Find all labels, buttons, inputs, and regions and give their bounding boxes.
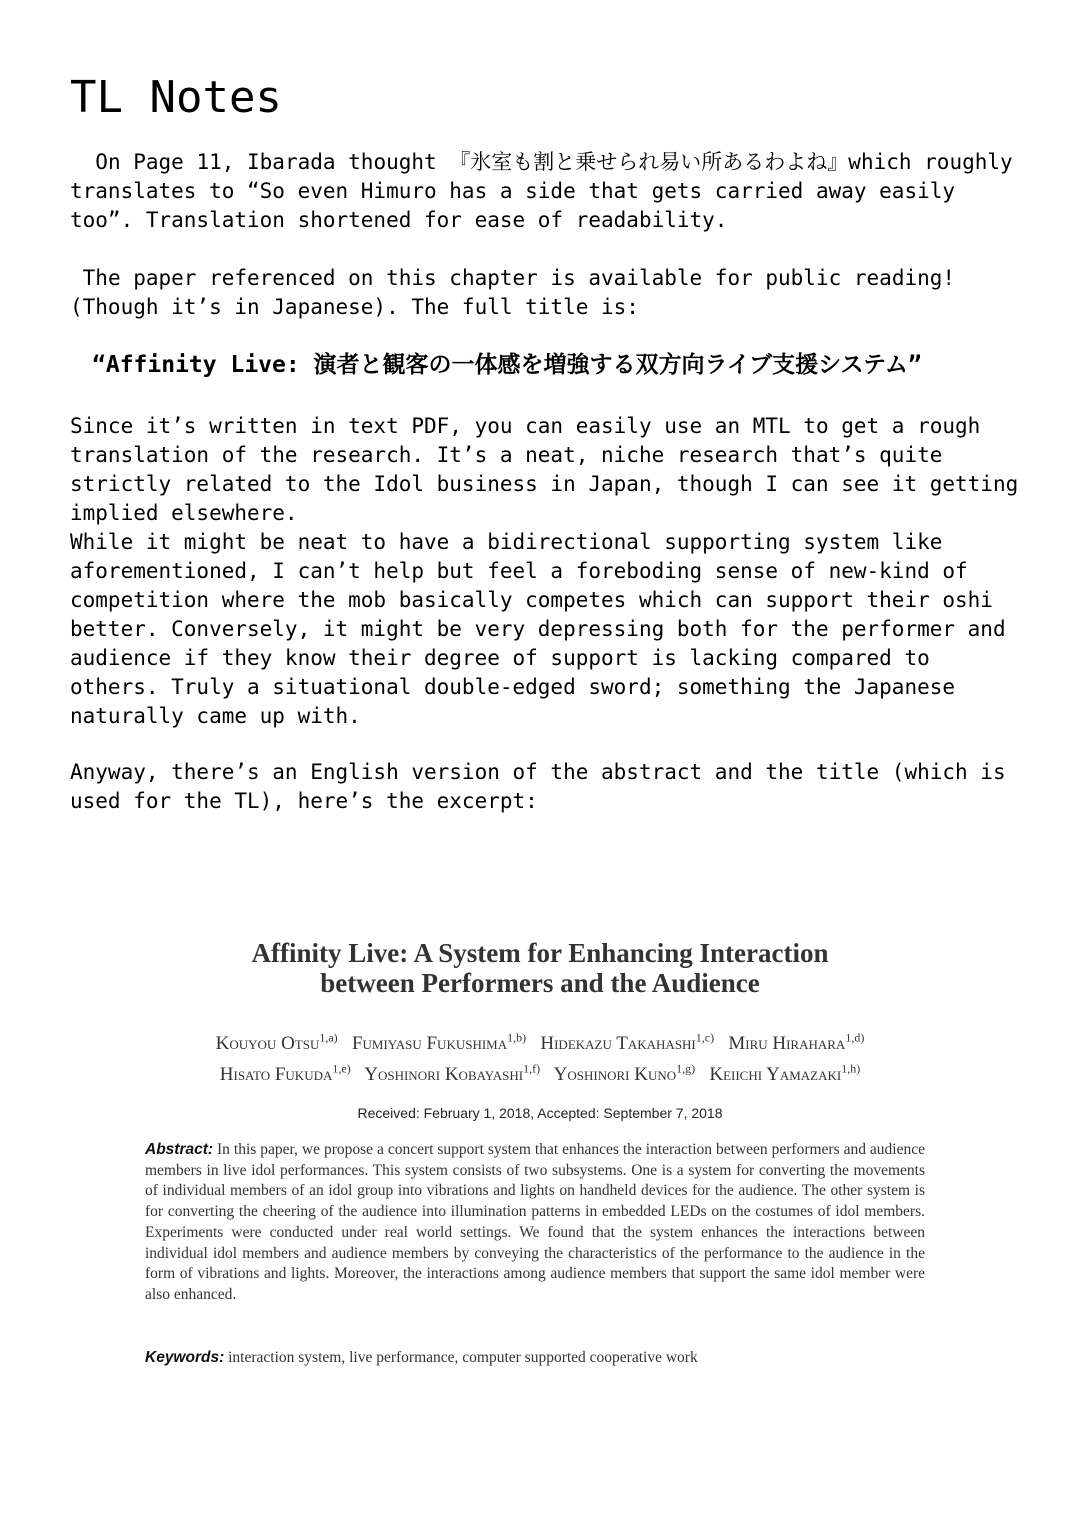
excerpt-paper-title — [140, 938, 940, 998]
keywords-text: interaction system, live performance, computer supported cooperative work — [228, 1349, 698, 1366]
author: Hisato Fukuda$^{1,e)}$ — [219, 1061, 351, 1085]
author: Yoshinori Kobayashi$^{1,f)}$ — [364, 1061, 541, 1085]
abstract-label: Abstract: — [145, 1141, 214, 1158]
page-title: TL Notes — [70, 72, 282, 123]
abstract-text: In this paper, we propose a concert support system that enhances the interaction between performers and audience members in live idol performances. This system consists of two subsystems. One is a system for converting the movements of individual members of an idol group into vibrations and lights on handheld devices for the audience. The other system is for converting the cheering of the audience into illumination patterns in embedded LEDs on the costumes of idol members. Experiments were conducted under real world settings. We found that the system enhances the interactions between individual idol members and audience members by conveying the characteristics of the performance to the audience in the form of vibrations and lights. Moreover, the interactions among audience members that support the same idol member were also enhanced. — [145, 1141, 926, 1303]
abstract — [145, 1140, 925, 1306]
author: Yoshinori Kuno$^{1,g)}$ — [553, 1061, 696, 1085]
author: Miru Hirahara$^{1,d)}$ — [728, 1031, 865, 1055]
author: Keiichi Yamazaki$^{1,h)}$ — [709, 1061, 861, 1085]
author: Fumiyasu Fukushima$^{1,b)}$ — [351, 1031, 527, 1055]
paper-japanese-title: “Affinity Live: 演者と観客の一体感を増強する双方向ライブ支援システム” — [92, 352, 922, 378]
authors-line-1 — [80, 1026, 1000, 1056]
keywords-label: Keywords: — [145, 1349, 225, 1366]
excerpt-title-line-2: between Performers and the Audience — [320, 968, 760, 998]
note-paragraph-5: Anyway, there’s an English version of the abstract and the title (which is used for the TL), here’s the excerpt: — [70, 760, 1019, 813]
note-paragraph-1: On Page 11, Ibarada thought 『氷室も割と乗せられ易い所あるわよね』which roughly translates to “So even Himuro has a side that gets carried away easily too”. Translation shortened for ease of readability. — [70, 150, 1026, 232]
note-paragraph-4: While it might be neat to have a bidirectional supporting system like aforementioned, I can’t help but feel a foreboding sense of new-kind of competition where the mob basically competes which can support their oshi better. Conversely, it might be very depressing both for the performer and audience if they know their degree of support is lacking compared to others. Truly a situational double-edged sword; something the Japanese naturally came up with. — [70, 530, 1019, 728]
received-date: Received: February 1, 2018, Accepted: September 7, 2018 — [357, 1105, 723, 1121]
authors-line-2 — [80, 1056, 1000, 1086]
excerpt-authors — [80, 1026, 1000, 1087]
author: Hidekazu Takahashi$^{1,c)}$ — [540, 1031, 715, 1055]
author: Kouyou Otsu$^{1,a)}$ — [215, 1031, 338, 1055]
keywords — [145, 1348, 925, 1368]
note-paragraph-3: Since it’s written in text PDF, you can easily use an MTL to get a rough translation of the research. It’s a neat, niche research that’s quite strictly related to the Idol business in Japan, though I can see it getting implied elsewhere. — [70, 414, 1031, 525]
excerpt-title-line-1: Affinity Live: A System for Enhancing Interaction — [251, 938, 829, 968]
note-paragraph-2: The paper referenced on this chapter is available for public reading! (Though it’s in Japanese). The full title is: — [70, 266, 968, 319]
